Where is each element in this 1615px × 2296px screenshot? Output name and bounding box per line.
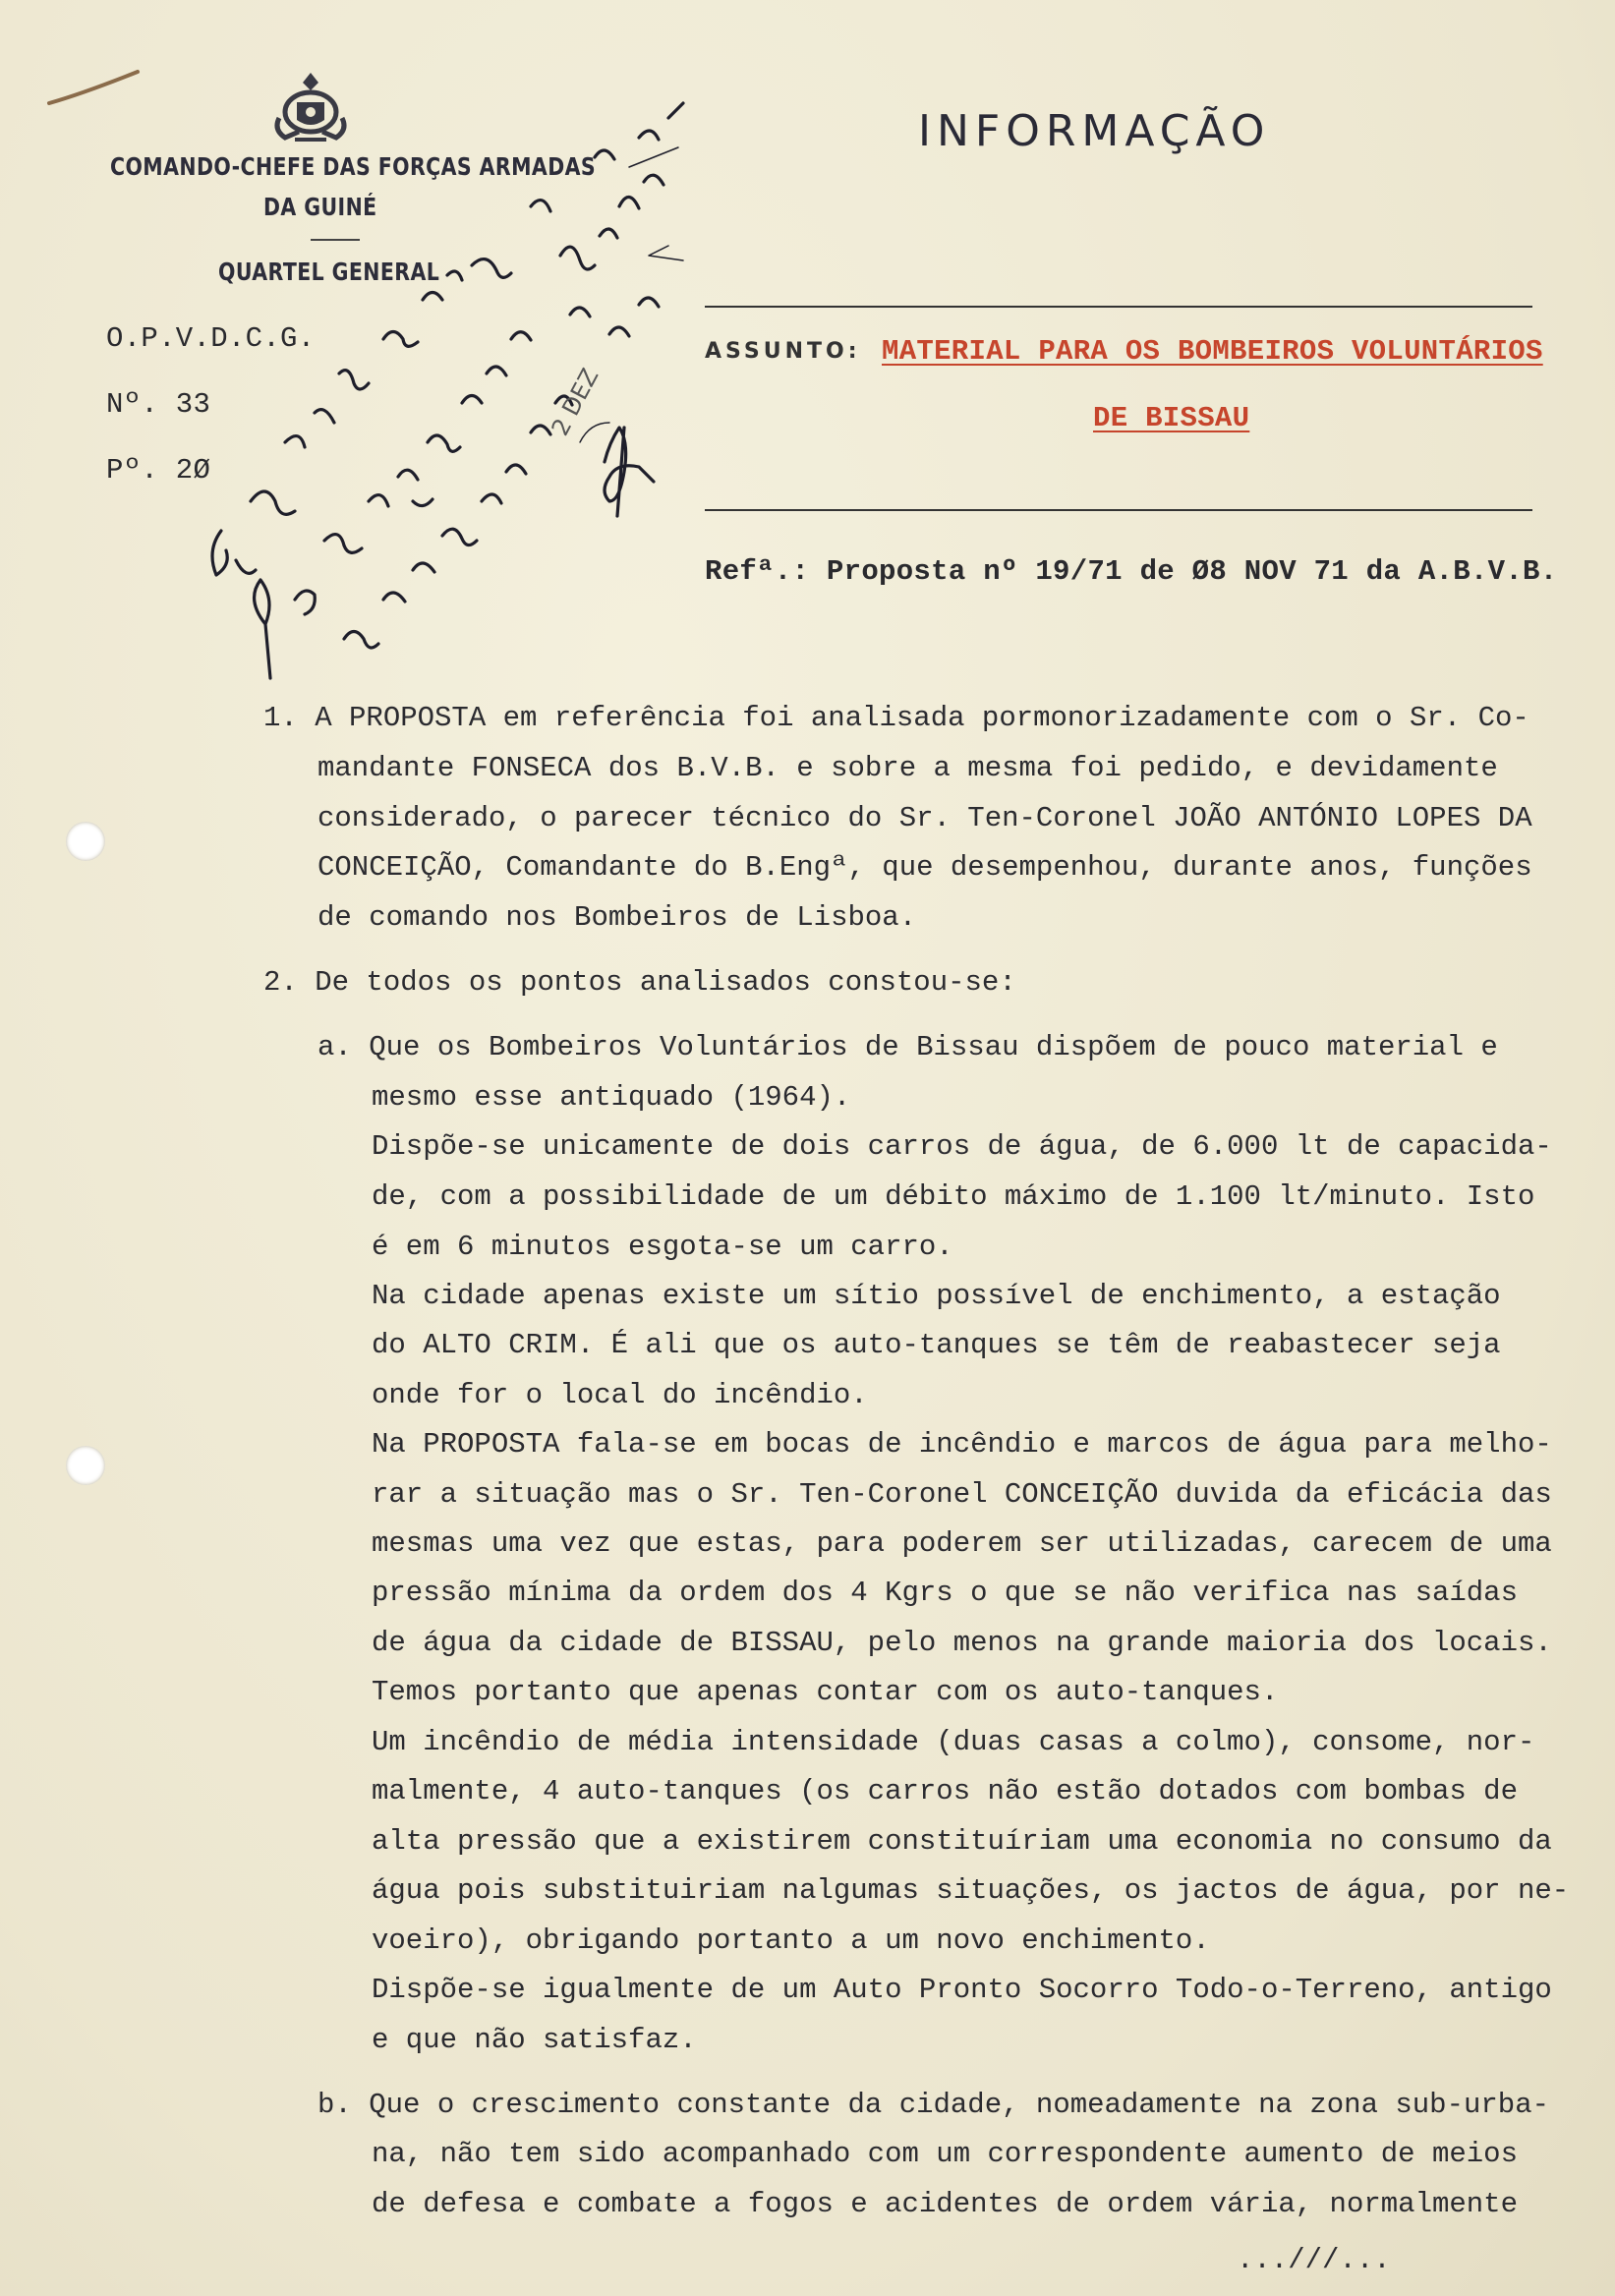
subject-line-1: MATERIAL PARA OS BOMBEIROS VOLUNTÁRIOS: [882, 335, 1543, 368]
body-line: é em 6 minutos esgota-se um carro.: [372, 1231, 953, 1263]
body-line: a. Que os Bombeiros Voluntários de Bissau dispõem de pouco material e: [317, 1031, 1498, 1063]
body-line: de comando nos Bombeiros de Lisboa.: [317, 901, 917, 934]
body-line: voeiro), obrigando portanto a um novo enchimento.: [372, 1924, 1210, 1957]
body-line: alta pressão que a existirem constituíriam uma economia no consumo da: [372, 1825, 1552, 1858]
subject-label: ASSUNTO:: [705, 339, 861, 364]
body-line: mesmo esse antiquado (1964).: [372, 1081, 851, 1114]
body-line: de, com a possibilidade de um débito máximo de 1.100 lt/minuto. Isto: [372, 1180, 1535, 1213]
handwritten-annotation: [147, 88, 708, 718]
title-rule-top: [705, 306, 1532, 308]
body-line: rar a situação mas o Sr. Ten-Coronel CONCEIÇÃO duvida da eficácia das: [372, 1478, 1552, 1511]
body-line: mandante FONSECA dos B.V.B. e sobre a mesma foi pedido, e devidamente: [317, 752, 1498, 784]
body-line: Dispõe-se igualmente de um Auto Pronto Socorro Todo-o-Terreno, antigo: [372, 1974, 1552, 2006]
header-command: COMANDO-CHEFE DAS FORÇAS ARMADAS: [110, 152, 597, 181]
reference-code: O.P.V.D.C.G.: [106, 322, 316, 355]
header-guine: DA GUINÉ: [263, 193, 377, 221]
body-line: água pois substituiriam nalgumas situações, os jactos de água, por ne-: [372, 1874, 1570, 1907]
document-title: INFORMAÇÃO: [918, 106, 1271, 156]
body-line: de água da cidade de BISSAU, pelo menos na grande maioria dos locais.: [372, 1627, 1552, 1659]
subject-line-2: DE BISSAU: [1093, 402, 1250, 434]
body-line: 1. A PROPOSTA em referência foi analisada pormonorizadamente com o Sr. Co-: [263, 702, 1529, 734]
header-quartel-general: QUARTEL GENERAL: [218, 258, 440, 286]
body-line: Na PROPOSTA fala-se em bocas de incêndio e marcos de água para melho-: [372, 1428, 1552, 1461]
punch-hole-top: [66, 822, 105, 861]
body-line: Dispõe-se unicamente de dois carros de água, de 6.000 lt de capacida-: [372, 1130, 1552, 1163]
svg-text:2 DEZ: 2 DEZ: [546, 364, 605, 440]
continuation-mark: ...///...: [1237, 2244, 1391, 2276]
reference-line: Refª.: Proposta nº 19/71 de Ø8 NOV 71 da A.B.V.B.: [705, 555, 1558, 588]
body-line: pressão mínima da ordem dos 4 Kgrs o que se não verifica nas saídas: [372, 1577, 1518, 1609]
body-line: na, não tem sido acompanhado com um correspondente aumento de meios: [372, 2138, 1518, 2170]
body-line: mesmas uma vez que estas, para poderem ser utilizadas, carecem de uma: [372, 1527, 1552, 1560]
body-line: Na cidade apenas existe um sítio possível de enchimento, a estação: [372, 1280, 1501, 1312]
body-line: malmente, 4 auto-tanques (os carros não estão dotados com bombas de: [372, 1775, 1518, 1808]
punch-hole-bottom: [66, 1446, 105, 1485]
body-line: Temos portanto que apenas contar com os auto-tanques.: [372, 1676, 1279, 1708]
body-line: e que não satisfaz.: [372, 2024, 697, 2056]
body-line: de defesa e combate a fogos e acidentes de ordem vária, normalmente: [372, 2188, 1518, 2220]
body-line: considerado, o parecer técnico do Sr. Ten-Coronel JOÃO ANTÓNIO LOPES DA: [317, 802, 1532, 834]
document-number: Nº. 33: [106, 388, 211, 421]
body-line: CONCEIÇÃO, Comandante do B.Engª, que desempenhou, durante anos, funções: [317, 851, 1532, 884]
body-line: 2. De todos os pontos analisados constou-se:: [263, 966, 1016, 999]
body-line: Um incêndio de média intensidade (duas casas a colmo), consome, nor-: [372, 1726, 1535, 1758]
body-line: b. Que o crescimento constante da cidade, nomeadamente na zona sub-urba-: [317, 2089, 1550, 2121]
title-rule-bottom: [705, 509, 1532, 511]
process-number: Pº. 2Ø: [106, 454, 211, 487]
pencil-mark: [44, 64, 152, 113]
body-line: onde for o local do incêndio.: [372, 1379, 868, 1411]
body-line: do ALTO CRIM. É ali que os auto-tanques se têm de reabastecer seja: [372, 1329, 1501, 1361]
